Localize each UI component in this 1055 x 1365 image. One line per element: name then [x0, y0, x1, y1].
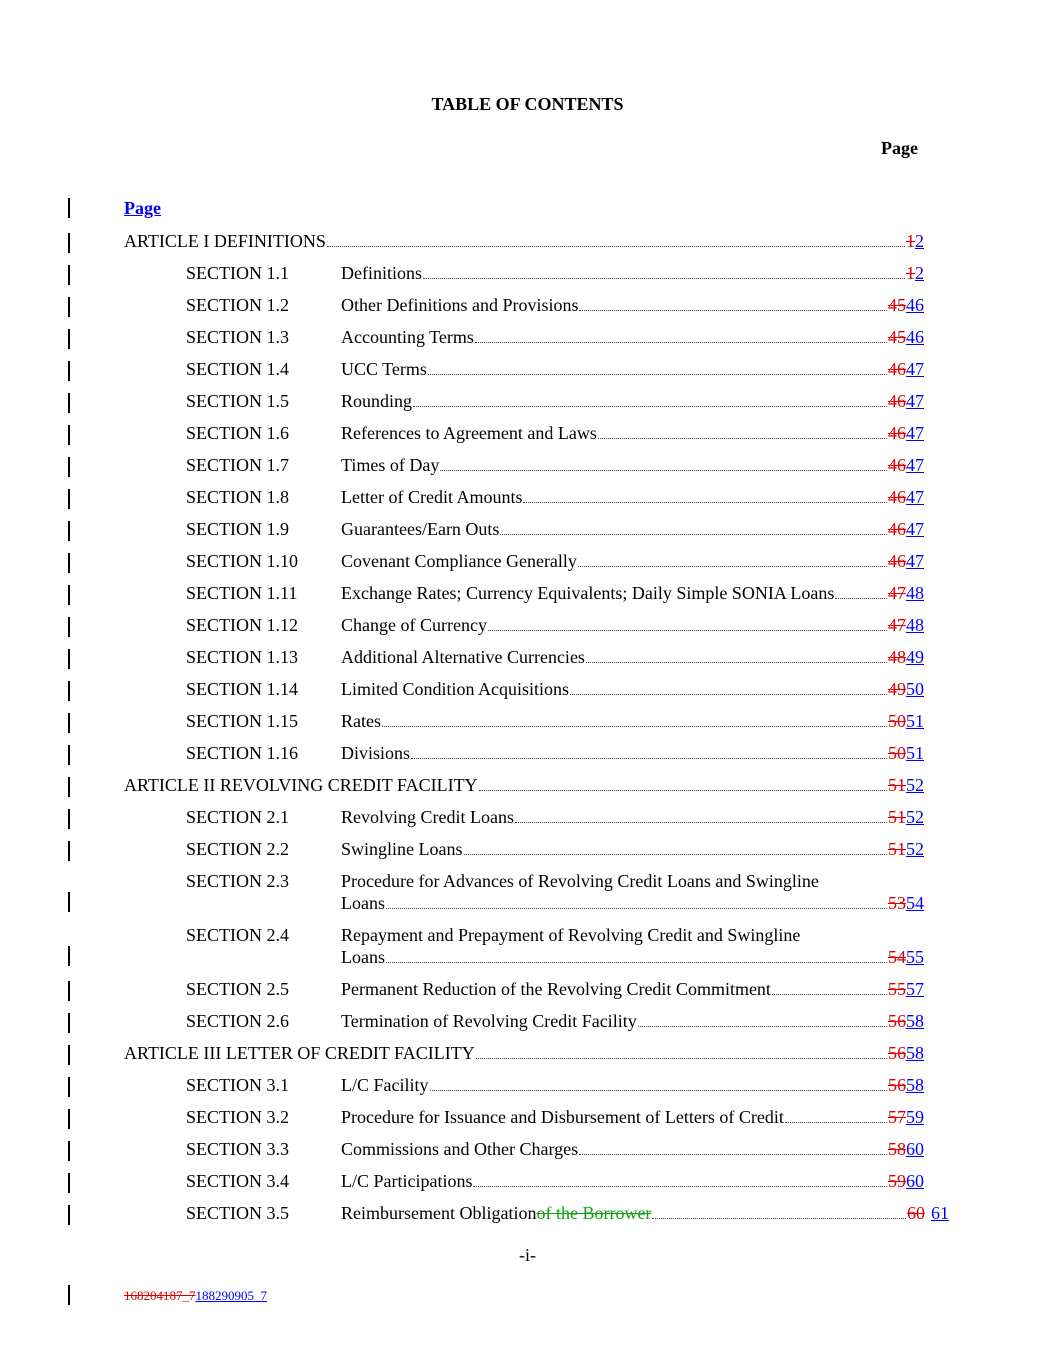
new-page-number-link[interactable]: 52: [906, 807, 924, 827]
old-page-number: 48: [888, 647, 906, 667]
new-page-number-link[interactable]: 46: [906, 295, 924, 315]
dot-leader: [475, 341, 887, 343]
page-reference: [888, 646, 924, 668]
dot-leader: [652, 1217, 906, 1219]
old-page-number: 55: [888, 979, 906, 999]
section-title-continuation: Loans: [341, 893, 385, 913]
page-reference: [888, 614, 924, 636]
section-title: Other Definitions and Provisions: [341, 295, 579, 315]
section-number: SECTION 1.5: [186, 391, 289, 411]
dot-leader: [430, 1089, 888, 1091]
dot-leader: [428, 373, 887, 375]
new-page-number-link[interactable]: 60: [906, 1171, 924, 1191]
article-title: ARTICLE I DEFINITIONS: [124, 231, 326, 251]
dot-leader: [570, 693, 887, 695]
toc-section-row: [0, 358, 1055, 384]
page-link[interactable]: Page: [124, 198, 161, 218]
toc-section-row: [0, 1010, 1055, 1036]
old-page-number: 57: [888, 1107, 906, 1127]
toc-section-row: [0, 678, 1055, 704]
page-reference: [888, 742, 924, 764]
page-reference: [888, 550, 924, 572]
toc-article-row: [0, 1042, 1055, 1068]
toc-section-row: [0, 1074, 1055, 1100]
new-page-number-link[interactable]: 47: [906, 359, 924, 379]
page-reference: [888, 1170, 924, 1192]
dot-leader: [413, 405, 887, 407]
section-title-continuation: Loans: [341, 947, 385, 967]
old-page-number: 47: [888, 583, 906, 603]
dot-leader: [473, 1185, 887, 1187]
section-number: SECTION 1.2: [186, 295, 289, 315]
dot-leader: [579, 1153, 887, 1155]
page-reference: [888, 838, 924, 860]
new-page-number-link[interactable]: 52: [906, 775, 924, 795]
toc-section-row: [0, 518, 1055, 544]
old-page-number: 46: [888, 423, 906, 443]
new-page-number-link[interactable]: 48: [906, 615, 924, 635]
old-page-number: 59: [888, 1171, 906, 1191]
section-number: SECTION 2.5: [186, 979, 289, 999]
toc-leader-line: [341, 390, 924, 412]
new-page-number-link[interactable]: 47: [906, 455, 924, 475]
change-bar: [68, 1285, 70, 1305]
dot-leader: [476, 1057, 887, 1059]
toc-leader-line: [341, 582, 924, 604]
toc-leader-line: [341, 518, 924, 540]
new-page-number-link[interactable]: 52: [906, 839, 924, 859]
toc-leader-line: [341, 326, 924, 348]
old-page-number: 45: [888, 295, 906, 315]
change-bar: [68, 198, 70, 218]
old-page-number: 47: [888, 615, 906, 635]
dot-leader: [423, 277, 905, 279]
page-number: -i-: [519, 1245, 536, 1265]
section-title: Additional Alternative Currencies: [341, 647, 585, 667]
section-title: Rounding: [341, 391, 413, 411]
old-page-number: 1: [906, 231, 915, 251]
section-number: SECTION 1.6: [186, 423, 289, 443]
toc-leader-line: [341, 422, 924, 444]
toc-section-row: [0, 326, 1055, 352]
old-page-number: 56: [888, 1011, 906, 1031]
section-title: Swingline Loans: [341, 839, 463, 859]
dot-leader: [382, 725, 887, 727]
page-reference: [907, 1202, 949, 1224]
article-title: ARTICLE II REVOLVING CREDIT FACILITY: [124, 775, 478, 795]
toc-section-row: [0, 806, 1055, 832]
section-number: SECTION 1.16: [186, 743, 298, 763]
article-title: ARTICLE III LETTER OF CREDIT FACILITY: [124, 1043, 475, 1063]
page-reference: [888, 1138, 924, 1160]
section-title: Reimbursement Obligation: [341, 1203, 537, 1223]
page-reference: [888, 294, 924, 316]
toc-section-row: [0, 924, 1055, 967]
new-page-number-link[interactable]: 47: [906, 423, 924, 443]
section-number: SECTION 1.9: [186, 519, 289, 539]
old-page-number: 46: [888, 359, 906, 379]
section-title: Covenant Compliance Generally: [341, 551, 577, 571]
toc-section-row: [0, 838, 1055, 864]
section-title: Revolving Credit Loans: [341, 807, 514, 827]
toc-section-row: [0, 390, 1055, 416]
section-number: SECTION 3.1: [186, 1075, 289, 1095]
toc-section-row: [0, 978, 1055, 1004]
section-number: SECTION 1.11: [186, 583, 298, 603]
old-page-number: 46: [888, 551, 906, 571]
page-column-heading: Page: [881, 138, 918, 158]
page-reference: [888, 518, 924, 540]
new-page-number-link[interactable]: 58: [906, 1075, 924, 1095]
dot-leader: [386, 907, 887, 909]
new-page-number-link[interactable]: 58: [906, 1043, 924, 1063]
section-number: SECTION 1.8: [186, 487, 289, 507]
dot-leader: [785, 1121, 887, 1123]
section-number: SECTION 1.3: [186, 327, 289, 347]
dot-leader: [500, 533, 887, 535]
new-page-number-link[interactable]: 2: [915, 263, 924, 283]
old-page-number: 51: [888, 775, 906, 795]
toc-leader-line: [124, 230, 924, 252]
old-page-number: 58: [888, 1139, 906, 1159]
new-page-number-link[interactable]: 59: [906, 1107, 924, 1127]
new-page-number-link[interactable]: 47: [906, 487, 924, 507]
dot-leader: [598, 437, 887, 439]
dot-leader: [586, 661, 887, 663]
document-id: [124, 1288, 267, 1304]
new-page-number-link[interactable]: 54: [906, 893, 924, 913]
dot-leader: [515, 821, 887, 823]
section-number: SECTION 1.14: [186, 679, 298, 699]
section-number: SECTION 3.5: [186, 1203, 289, 1223]
page-reference: [888, 1106, 924, 1128]
section-number: SECTION 1.1: [186, 263, 289, 283]
new-page-number-link[interactable]: 61: [931, 1203, 949, 1223]
toc-leader-line: [341, 710, 924, 732]
toc-section-row: [0, 454, 1055, 480]
section-number: SECTION 2.4: [186, 925, 289, 945]
old-page-number: 54: [888, 947, 906, 967]
page-reference: [888, 892, 924, 914]
old-page-number: 45: [888, 327, 906, 347]
section-number: SECTION 3.4: [186, 1171, 289, 1191]
toc-section-row: [0, 582, 1055, 608]
old-page-number: 46: [888, 391, 906, 411]
dot-leader: [638, 1025, 887, 1027]
section-title: UCC Terms: [341, 359, 427, 379]
old-page-number: 49: [888, 679, 906, 699]
old-page-number: 1: [906, 263, 915, 283]
dot-leader: [523, 501, 887, 503]
page-reference: [888, 946, 924, 968]
toc-leader-line: [341, 550, 924, 572]
new-page-number-link[interactable]: 48: [906, 583, 924, 603]
dot-leader: [772, 993, 887, 995]
page-reference: [888, 454, 924, 476]
toc-section-row: [0, 710, 1055, 736]
toc-leader-line: [341, 946, 924, 968]
dot-leader: [327, 245, 905, 247]
dot-leader: [835, 597, 887, 599]
toc-leader-line: [124, 774, 924, 796]
section-number: SECTION 3.2: [186, 1107, 289, 1127]
new-page-number-link[interactable]: 50: [906, 679, 924, 699]
new-page-number-link[interactable]: 51: [906, 711, 924, 731]
page-reference: [888, 390, 924, 412]
page-reference: [888, 774, 924, 796]
toc-section-row: [0, 1138, 1055, 1164]
toc-leader-line: [341, 646, 924, 668]
toc-leader-line: [341, 742, 924, 764]
page-reference: [906, 230, 924, 252]
old-page-number: 56: [888, 1075, 906, 1095]
section-title: Commissions and Other Charges: [341, 1139, 579, 1159]
page-reference: [888, 326, 924, 348]
page-reference: [888, 1010, 924, 1032]
toc-section-row: [0, 870, 1055, 913]
toc-leader-line: [341, 892, 924, 914]
new-page-number-link[interactable]: 2: [915, 231, 924, 251]
section-title: Definitions: [341, 263, 422, 283]
toc-leader-line: [341, 454, 924, 476]
section-title: Procedure for Issuance and Disbursement of Letters of Credit: [341, 1107, 784, 1127]
old-page-number: 46: [888, 455, 906, 475]
new-page-number-link[interactable]: 47: [906, 391, 924, 411]
old-page-number: 46: [888, 519, 906, 539]
dot-leader: [386, 961, 887, 963]
section-number: SECTION 2.1: [186, 807, 289, 827]
old-page-number: 51: [888, 839, 906, 859]
section-title: References to Agreement and Laws: [341, 423, 597, 443]
toc-leader-line: [341, 1010, 924, 1032]
toc-leader-line: [341, 978, 924, 1000]
old-page-number: 60: [907, 1203, 925, 1223]
toc-leader-line: [341, 838, 924, 860]
section-title: Permanent Reduction of the Revolving Credit Commitment: [341, 979, 771, 999]
page-reference: [888, 486, 924, 508]
section-title: Termination of Revolving Credit Facility: [341, 1011, 637, 1031]
dot-leader: [488, 629, 887, 631]
toc-section-row: [0, 486, 1055, 512]
old-page-number: 53: [888, 893, 906, 913]
section-number: SECTION 1.7: [186, 455, 289, 475]
page-reference: [888, 710, 924, 732]
section-number: SECTION 2.2: [186, 839, 289, 859]
toc-section-row: [0, 550, 1055, 576]
new-page-number-link[interactable]: 58: [906, 1011, 924, 1031]
toc-section-row: [0, 1202, 1055, 1228]
old-page-number: 56: [888, 1043, 906, 1063]
new-page-number-link[interactable]: 49: [906, 647, 924, 667]
section-number: SECTION 1.15: [186, 711, 298, 731]
page-reference: [888, 1074, 924, 1096]
section-number: SECTION 2.3: [186, 871, 289, 891]
dot-leader: [464, 853, 888, 855]
deleted-text: of the Borrower: [536, 1203, 652, 1223]
toc-leader-line: [124, 1042, 924, 1064]
page-reference: [888, 422, 924, 444]
section-title: Guarantees/Earn Outs: [341, 519, 500, 539]
toc-leader-line: [341, 678, 924, 700]
section-number: SECTION 1.12: [186, 615, 298, 635]
section-title: Change of Currency: [341, 615, 487, 635]
new-page-number-link[interactable]: 60: [906, 1139, 924, 1159]
page-reference: [888, 358, 924, 380]
new-page-number-link[interactable]: 51: [906, 743, 924, 763]
section-title: Divisions: [341, 743, 411, 763]
new-page-number-link[interactable]: 57: [906, 979, 924, 999]
toc-leader-line: [341, 294, 924, 316]
toc-leader-line: [341, 1074, 924, 1096]
new-page-number-link[interactable]: 47: [906, 519, 924, 539]
toc-leader-line: [341, 806, 924, 828]
section-number: SECTION 3.3: [186, 1139, 289, 1159]
section-title: Exchange Rates; Currency Equivalents; Daily Simple SONIA Loans: [341, 583, 835, 603]
dot-leader: [411, 757, 887, 759]
section-title: Letter of Credit Amounts: [341, 487, 523, 507]
old-page-number: 46: [888, 487, 906, 507]
section-title: Procedure for Advances of Revolving Credit Loans and Swingline: [341, 871, 819, 891]
toc-leader-line: [341, 1106, 924, 1128]
toc-leader-line: [341, 1138, 924, 1160]
toc-leader-line: [341, 262, 924, 284]
toc-leader-line: [341, 358, 924, 380]
toc-leader-line: [341, 486, 924, 508]
dot-leader: [479, 789, 887, 791]
toc-section-row: [0, 422, 1055, 448]
dot-leader: [440, 469, 887, 471]
new-page-number-link[interactable]: 55: [906, 947, 924, 967]
old-page-number: 50: [888, 743, 906, 763]
page-reference: [888, 978, 924, 1000]
section-title: Accounting Terms: [341, 327, 474, 347]
section-title: L/C Participations: [341, 1171, 473, 1191]
toc-leader-line: [341, 1170, 924, 1192]
page-reference: [888, 678, 924, 700]
old-page-number: 50: [888, 711, 906, 731]
new-page-number-link[interactable]: 46: [906, 327, 924, 347]
toc-article-row: [0, 774, 1055, 800]
toc-leader-line: [341, 1202, 949, 1224]
new-page-number-link[interactable]: 47: [906, 551, 924, 571]
dot-leader: [578, 565, 887, 567]
document-title: TABLE OF CONTENTS: [431, 94, 624, 114]
section-title: Limited Condition Acquisitions: [341, 679, 570, 699]
dot-leader: [579, 309, 887, 311]
section-number: SECTION 1.10: [186, 551, 298, 571]
old-page-number: 51: [888, 807, 906, 827]
toc-section-row: [0, 614, 1055, 640]
toc-section-row: [0, 1170, 1055, 1196]
section-title: Rates: [341, 711, 381, 731]
page-reference: [888, 582, 924, 604]
toc-leader-line: [341, 614, 924, 636]
docid-new[interactable]: 188290905_7: [195, 1288, 267, 1303]
page-reference: [888, 806, 924, 828]
section-number: SECTION 2.6: [186, 1011, 289, 1031]
page-reference: [906, 262, 924, 284]
toc-article-row: [0, 230, 1055, 256]
toc-section-row: [0, 262, 1055, 288]
section-number: SECTION 1.4: [186, 359, 289, 379]
section-number: SECTION 1.13: [186, 647, 298, 667]
page-reference: [888, 1042, 924, 1064]
section-title: Times of Day: [341, 455, 440, 475]
docid-old: 168204187_7: [124, 1288, 196, 1303]
section-title: L/C Facility: [341, 1075, 429, 1095]
toc-section-row: [0, 742, 1055, 768]
toc-section-row: [0, 646, 1055, 672]
section-title: Repayment and Prepayment of Revolving Credit and Swingline: [341, 925, 801, 945]
toc-section-row: [0, 294, 1055, 320]
toc-section-row: [0, 1106, 1055, 1132]
